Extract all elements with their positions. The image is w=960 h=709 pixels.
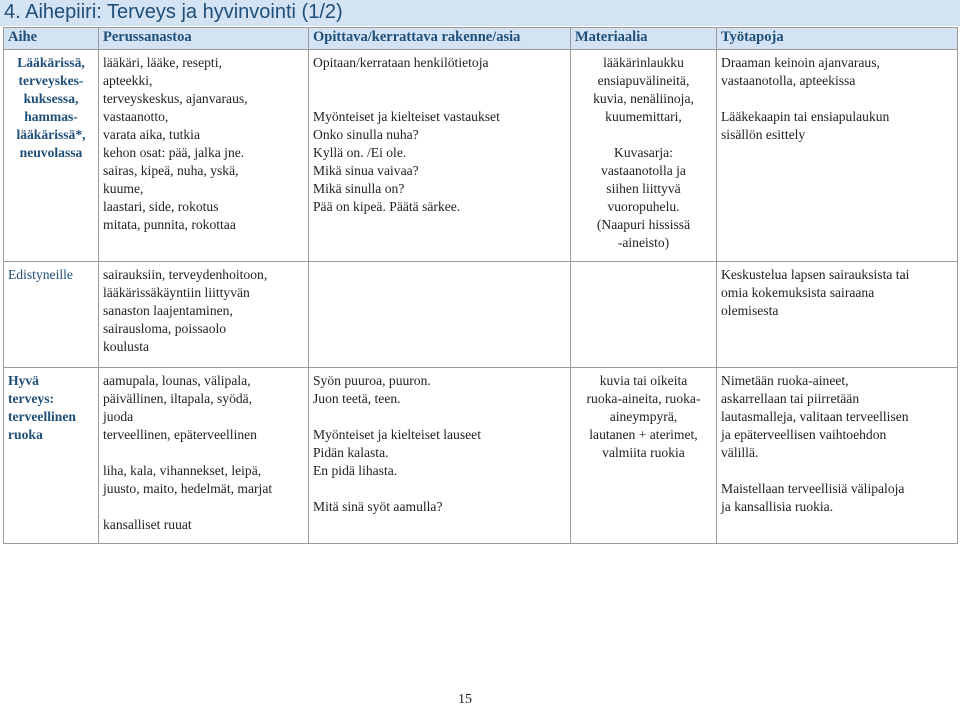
cell-line: terveys: <box>8 391 55 406</box>
cell-line: Lääkekaapin tai ensiapulaukun <box>721 109 890 124</box>
cell-line: kehon osat: pää, jalka jne. <box>103 145 245 160</box>
cell-line: siihen liittyvä <box>606 181 681 196</box>
header-aihe: Aihe <box>4 28 99 50</box>
cell-tyotapoja <box>717 50 958 262</box>
page-number: 15 <box>458 692 472 707</box>
cell-line: aineympyrä, <box>609 409 678 424</box>
cell-materiaalia <box>571 50 717 262</box>
cell-line: juoda <box>103 409 134 424</box>
cell-line: apteekki, <box>103 73 153 88</box>
cell-aihe <box>4 50 99 262</box>
cell-line: ruoka-aineita, ruoka- <box>586 391 701 406</box>
cell-line: hammas- <box>24 109 78 124</box>
cell-line: lautasmalleja, valitaan terveellisen <box>721 409 909 424</box>
cell-line: vastaanotolla ja <box>601 163 686 178</box>
cell-line: -aineisto) <box>617 235 670 250</box>
table-row <box>4 262 958 368</box>
cell-line: Mitä sinä syöt aamulla? <box>313 499 443 514</box>
cell-line: Syön puuroa, puuron. <box>313 373 431 388</box>
cell-line: Draaman keinoin ajanvaraus, <box>721 55 880 70</box>
cell-rakenne <box>309 50 571 262</box>
cell-line: Juon teetä, teen. <box>313 391 401 406</box>
cell-line: Myönteiset ja kielteiset vastaukset <box>313 109 500 124</box>
cell-rakenne <box>309 368 571 544</box>
cell-line: varata aika, tutkia <box>103 127 200 142</box>
cell-line: kuume, <box>103 181 144 196</box>
cell-line: Lääkärissä, <box>17 55 85 70</box>
cell-perussanastoa <box>99 368 309 544</box>
cell-line: Nimetään ruoka-aineet, <box>721 373 849 388</box>
header-materiaalia: Materiaalia <box>571 28 717 50</box>
cell-line: Edistyneille <box>8 267 73 282</box>
cell-line: lääkäri, lääke, resepti, <box>103 55 222 70</box>
cell-tyotapoja <box>717 262 958 368</box>
line-spacer <box>313 408 566 426</box>
cell-line: valmiita ruokia <box>602 445 685 460</box>
cell-line: sairausloma, poissaolo <box>103 321 227 336</box>
cell-rakenne <box>309 262 571 368</box>
cell-line: aamupala, lounas, välipala, <box>103 373 251 388</box>
line-spacer <box>575 126 712 144</box>
cell-perussanastoa <box>99 50 309 262</box>
cell-line: liha, kala, vihannekset, leipä, <box>103 463 262 478</box>
cell-line: terveellinen, epäterveellinen <box>103 427 257 442</box>
cell-line: Kuvasarja: <box>614 145 673 160</box>
cell-line: En pidä lihasta. <box>313 463 398 478</box>
cell-line: kuvia tai oikeita <box>599 373 688 388</box>
cell-line: sairas, kipeä, nuha, yskä, <box>103 163 239 178</box>
cell-line: Mikä sinua vaivaa? <box>313 163 419 178</box>
cell-line: sairauksiin, terveydenhoitoon, <box>103 267 268 282</box>
cell-line: neuvolassa <box>19 145 83 160</box>
cell-line: Keskustelua lapsen sairauksista tai <box>721 267 910 282</box>
cell-line: koulusta <box>103 339 150 354</box>
line-spacer <box>721 462 953 480</box>
line-spacer <box>313 480 566 498</box>
cell-tyotapoja <box>717 368 958 544</box>
cell-line: vastaanotolla, apteekissa <box>721 73 856 88</box>
table-row <box>4 368 958 544</box>
cell-line: laastari, side, rokotus <box>103 199 219 214</box>
cell-line: lääkärissäkäyntiin liittyvän <box>103 285 250 300</box>
cell-line: vastaanotto, <box>103 109 169 124</box>
cell-line: ja kansallisia ruokia. <box>721 499 834 514</box>
cell-line: Pää on kipeä. Päätä särkee. <box>313 199 461 214</box>
cell-line: Hyvä <box>8 373 39 388</box>
cell-line: Mikä sinulla on? <box>313 181 405 196</box>
cell-line: Opitaan/kerrataan henkilötietoja <box>313 55 489 70</box>
line-spacer <box>313 72 566 90</box>
cell-line: ruoka <box>8 427 43 442</box>
header-perussanastoa: Perussanastoa <box>99 28 309 50</box>
cell-line: terveyskeskus, ajanvaraus, <box>103 91 248 106</box>
cell-line: kuksessa, <box>23 91 79 106</box>
table-row <box>4 50 958 262</box>
line-spacer <box>103 498 304 516</box>
cell-line: lääkärissä*, <box>16 127 86 142</box>
cell-line: juusto, maito, hedelmät, marjat <box>103 481 273 496</box>
page-title: 4. Aihepiiri: Terveys ja hyvinvointi (1/2) <box>4 1 343 23</box>
cell-line: askarrellaan tai piirretään <box>721 391 860 406</box>
cell-line: terveellinen <box>8 409 76 424</box>
cell-materiaalia <box>571 262 717 368</box>
cell-line: päivällinen, iltapala, syödä, <box>103 391 253 406</box>
line-spacer <box>721 90 953 108</box>
cell-line: kansalliset ruuat <box>103 517 192 532</box>
cell-line: Onko sinulla nuha? <box>313 127 419 142</box>
cell-line: vuoropuhelu. <box>607 199 680 214</box>
cell-line: välillä. <box>721 445 759 460</box>
cell-perussanastoa <box>99 262 309 368</box>
cell-line: lautanen + aterimet, <box>589 427 698 442</box>
cell-line: lääkärinlaukku <box>603 55 684 70</box>
cell-line: sisällön esittely <box>721 127 806 142</box>
cell-aihe <box>4 262 99 368</box>
table-header-row <box>4 28 958 50</box>
cell-line: Pidän kalasta. <box>313 445 389 460</box>
cell-line: ensiapuvälineitä, <box>597 73 690 88</box>
cell-line: mitata, punnita, rokottaa <box>103 217 236 232</box>
cell-line: Kyllä on. /Ei ole. <box>313 145 407 160</box>
cell-line: Myönteiset ja kielteiset lauseet <box>313 427 481 442</box>
cell-line: terveyskes- <box>18 73 84 88</box>
cell-line: omia kokemuksista sairaana <box>721 285 875 300</box>
line-spacer <box>103 444 304 462</box>
header-rakenne: Opittava/kerrattava rakenne/asia <box>309 28 571 50</box>
cell-line: ja epäterveellisen vaihtoehdon <box>721 427 887 442</box>
line-spacer <box>313 90 566 108</box>
cell-line: olemisesta <box>721 303 779 318</box>
cell-line: sanaston laajentaminen, <box>103 303 233 318</box>
curriculum-table <box>3 27 958 544</box>
cell-line: kuvia, nenäliinoja, <box>593 91 694 106</box>
cell-line: kuumemittari, <box>605 109 682 124</box>
cell-line: (Naapuri hississä <box>596 217 691 232</box>
cell-aihe <box>4 368 99 544</box>
header-tyotapoja: Työtapoja <box>717 28 958 50</box>
cell-materiaalia <box>571 368 717 544</box>
cell-line: Maistellaan terveellisiä välipaloja <box>721 481 905 496</box>
